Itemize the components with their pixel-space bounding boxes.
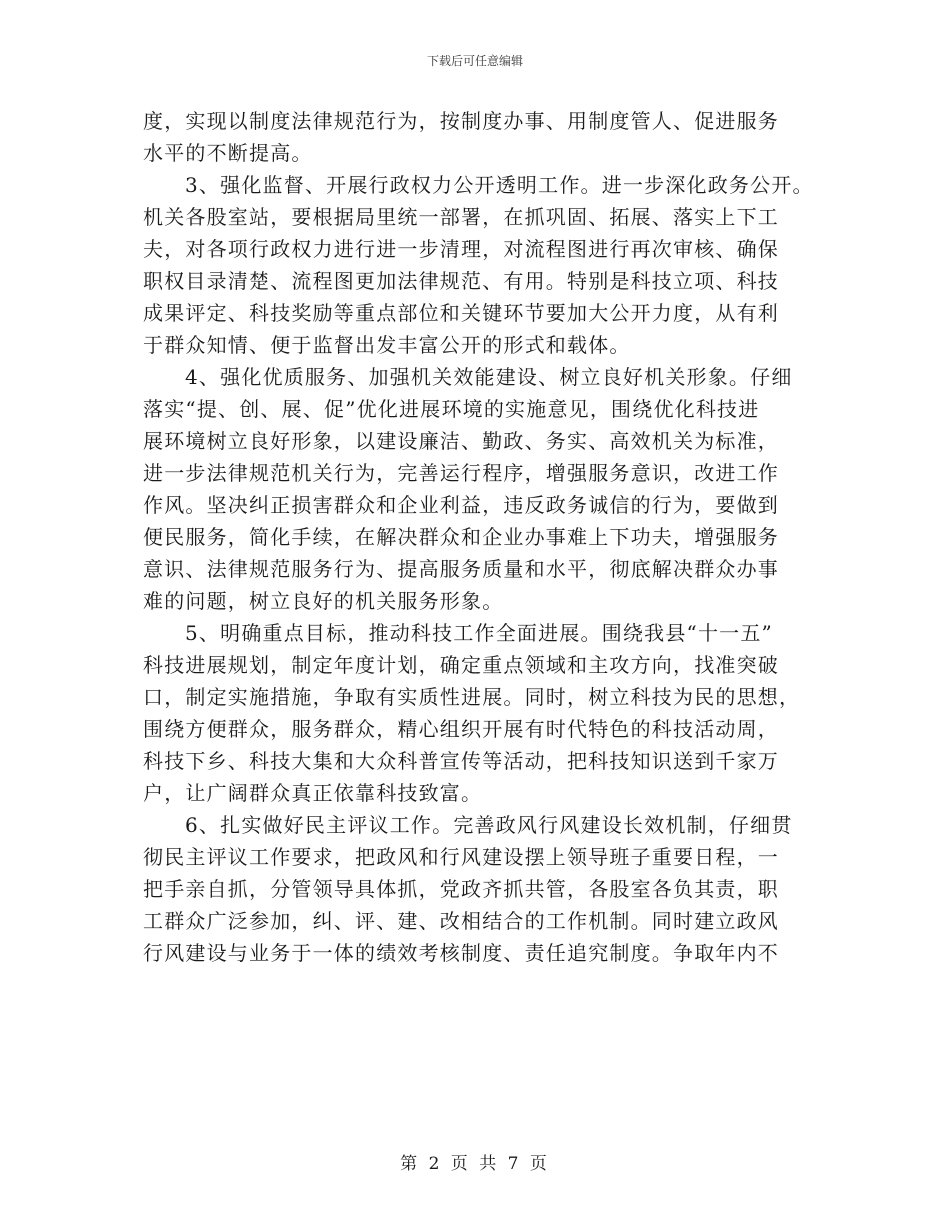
paragraph-first-line: 6、扎实做好民主评议工作。完善政风行风建设长效机制，仔细贯 <box>185 813 793 837</box>
text-line: 难的问题，树立良好的机关服务形象。 <box>143 589 504 613</box>
page-number: 第 2 页 共 7 页 <box>400 1154 550 1174</box>
paragraph-first-line: 4、强化优质服务、加强机关效能建设、树立良好机关形象。仔细 <box>185 365 793 389</box>
text-line: 度，实现以制度法律规范行为，按制度办事、用制度管人、促进服务 <box>143 109 779 133</box>
text-line: 水平的不断提高。 <box>143 141 313 165</box>
text-line: 口，制定实施措施，争取有实质性进展。同时，树立科技为民的思想， <box>143 685 801 709</box>
text-line: 成果评定、科技奖励等重点部位和关键环节要加大公开力度，从有利 <box>143 301 779 325</box>
text-line: 于群众知情、便于监督出发丰富公开的形式和载体。 <box>143 333 631 357</box>
paragraph-first-line: 3、强化监督、开展行政权力公开透明工作。进一步深化政务公开。 <box>185 173 814 197</box>
text-line: 围绕方便群众，服务群众，精心组织开展有时代特色的科技活动周， <box>143 717 779 741</box>
text-line: 户，让广阔群众真正依靠科技致富。 <box>143 781 483 805</box>
text-line: 作风。坚决纠正损害群众和企业利益，违反政务诚信的行为，要做到 <box>143 493 779 517</box>
text-line: 便民服务，简化手续，在解决群众和企业办事难上下功夫，增强服务 <box>143 525 779 549</box>
text-line: 行风建设与业务于一体的绩效考核制度、责任追究制度。争取年内不 <box>143 941 779 965</box>
text-line: 机关各股室站，要根据局里统一部署，在抓巩固、拓展、落实上下工 <box>143 205 779 229</box>
text-line: 意识、法律规范服务行为、提高服务质量和水平，彻底解决群众办事 <box>143 557 779 581</box>
text-line: 展环境树立良好形象，以建设廉洁、勤政、务实、高效机关为标准， <box>143 429 779 453</box>
text-line: 科技进展规划，制定年度计划，确定重点领域和主攻方向，找准突破 <box>143 653 779 677</box>
text-line: 落实“提、创、展、促”优化进展环境的实施意见，围绕优化科技进 <box>143 397 760 421</box>
paragraph-first-line: 5、明确重点目标，推动科技工作全面进展。围绕我县“十一五” <box>185 621 773 645</box>
text-line: 夫，对各项行政权力进行进一步清理，对流程图进行再次审核、确保 <box>143 237 779 261</box>
text-line: 进一步法律规范机关行为，完善运行程序，增强服务意识，改进工作 <box>143 461 779 485</box>
page-header: 下载后可任意编辑 <box>426 54 523 68</box>
document-body <box>143 105 823 969</box>
text-line: 工群众广泛参加，纠、评、建、改相结合的工作机制。同时建立政风 <box>143 909 779 933</box>
text-line: 彻民主评议工作要求，把政风和行风建设摆上领导班子重要日程，一 <box>143 845 779 869</box>
text-line: 把手亲自抓，分管领导具体抓，党政齐抓共管，各股室各负其责，职 <box>143 877 779 901</box>
text-line: 职权目录清楚、流程图更加法律规范、有用。特别是科技立项、科技 <box>143 269 779 293</box>
text-line: 科技下乡、科技大集和大众科普宣传等活动，把科技知识送到千家万 <box>143 749 779 773</box>
